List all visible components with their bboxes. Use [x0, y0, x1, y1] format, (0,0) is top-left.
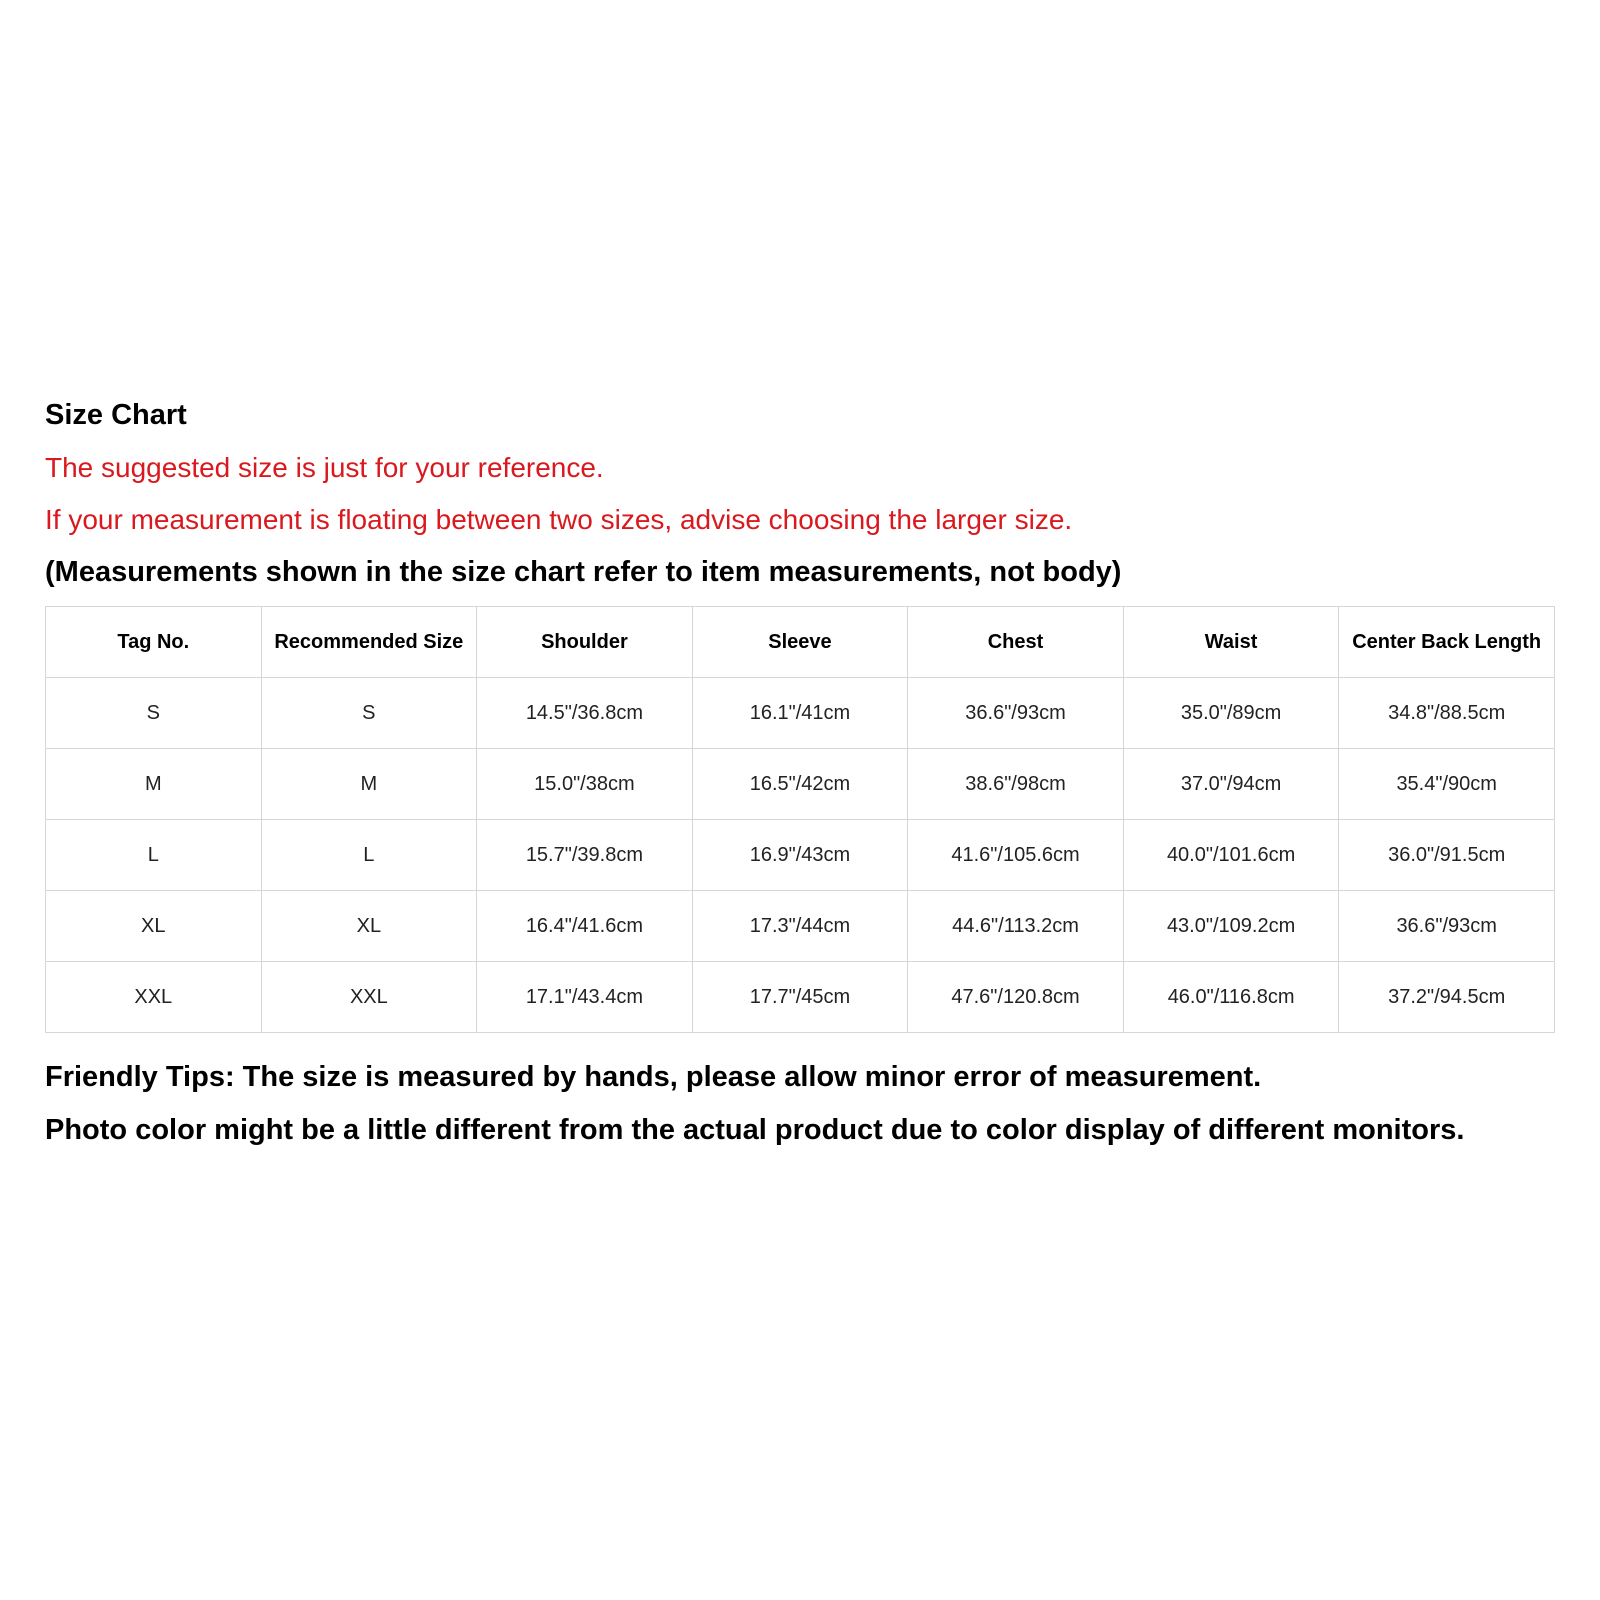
header-recommended-size: Recommended Size	[261, 607, 477, 678]
table-row	[46, 891, 1555, 962]
header-waist: Waist	[1123, 607, 1339, 678]
larger-size-note: If your measurement is floating between two sizes, advise choosing the larger size.	[45, 504, 1073, 535]
table-cell: XXL	[261, 962, 477, 1033]
friendly-tip: Friendly Tips: The size is measured by hands, please allow minor error of measurement.	[45, 1061, 1262, 1093]
table-cell: S	[46, 678, 262, 749]
header-shoulder: Shoulder	[477, 607, 693, 678]
table-header-row	[46, 607, 1555, 678]
table-cell: L	[261, 820, 477, 891]
measurement-note: (Measurements shown in the size chart refer to item measurements, not body)	[45, 556, 1122, 588]
table-cell: XL	[261, 891, 477, 962]
table-cell: XL	[46, 891, 262, 962]
header-chest: Chest	[908, 607, 1124, 678]
table-cell: 15.7"/39.8cm	[477, 820, 693, 891]
header-sleeve: Sleeve	[692, 607, 908, 678]
reference-note: The suggested size is just for your reference.	[45, 452, 604, 483]
table-cell: 38.6"/98cm	[908, 749, 1124, 820]
table-cell: 17.3"/44cm	[692, 891, 908, 962]
table-cell: 16.4"/41.6cm	[477, 891, 693, 962]
table-cell: 15.0"/38cm	[477, 749, 693, 820]
table-cell: XXL	[46, 962, 262, 1033]
table-cell: L	[46, 820, 262, 891]
header-center-back-length: Center Back Length	[1339, 607, 1555, 678]
table-cell: 35.0"/89cm	[1123, 678, 1339, 749]
table-cell: 16.5"/42cm	[692, 749, 908, 820]
table-cell: 36.6"/93cm	[1339, 891, 1555, 962]
table-cell: 37.2"/94.5cm	[1339, 962, 1555, 1033]
table-cell: 16.1"/41cm	[692, 678, 908, 749]
page-title: Size Chart	[45, 399, 187, 431]
table-cell: 17.1"/43.4cm	[477, 962, 693, 1033]
table-row	[46, 749, 1555, 820]
table-cell: S	[261, 678, 477, 749]
table-cell: 35.4"/90cm	[1339, 749, 1555, 820]
table-cell: 36.6"/93cm	[908, 678, 1124, 749]
table-cell: M	[46, 749, 262, 820]
table-row	[46, 820, 1555, 891]
table-cell: 47.6"/120.8cm	[908, 962, 1124, 1033]
table-cell: 46.0"/116.8cm	[1123, 962, 1339, 1033]
size-table	[45, 606, 1555, 1033]
table-cell: 14.5"/36.8cm	[477, 678, 693, 749]
table-cell: 43.0"/109.2cm	[1123, 891, 1339, 962]
table-row	[46, 678, 1555, 749]
table-cell: 17.7"/45cm	[692, 962, 908, 1033]
table-cell: 37.0"/94cm	[1123, 749, 1339, 820]
table-cell: 44.6"/113.2cm	[908, 891, 1124, 962]
size-chart-document	[45, 398, 1595, 1166]
table-cell: 40.0"/101.6cm	[1123, 820, 1339, 891]
table-cell: 34.8"/88.5cm	[1339, 678, 1555, 749]
table-cell: M	[261, 749, 477, 820]
table-cell: 36.0"/91.5cm	[1339, 820, 1555, 891]
tips-section	[45, 1060, 1595, 1147]
table-cell: 16.9"/43cm	[692, 820, 908, 891]
table-cell: 41.6"/105.6cm	[908, 820, 1124, 891]
photo-color-tip: Photo color might be a little different from the actual product due to color display of different monitors.	[45, 1114, 1465, 1146]
table-row	[46, 962, 1555, 1033]
header-tag-no: Tag No.	[46, 607, 262, 678]
